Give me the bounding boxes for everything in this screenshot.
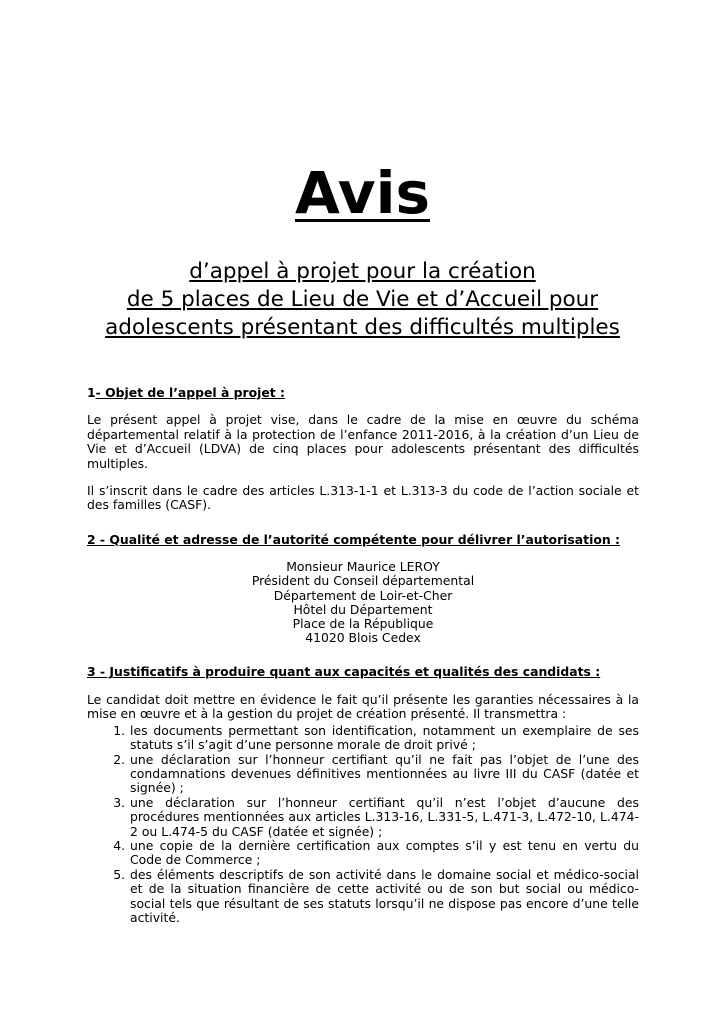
document-body (87, 386, 639, 925)
section-1-number: 1 (87, 385, 96, 400)
page-title: Avis (294, 159, 431, 227)
subtitle-line-1: d’appel à projet pour la création (189, 259, 536, 284)
section-2-heading: 2 - Qualité et adresse de l’autorité compétente pour délivrer l’autorisation : (87, 531, 620, 547)
section-1-paragraph-1: Le présent appel à projet vise, dans le cadre de la mise en œuvre du schéma départemental relatif à la protection de l’enfance 2011-2016, à la création d’un Lieu de Vie et d’Accueil (LDVA) de cinq places pour adolescents présentant des difficultés multiples. (87, 412, 639, 471)
section-1-title: - Objet de l’appel à projet : (95, 385, 285, 400)
list-item: 4. une copie de la dernière certification aux comptes s’il y est tenu en vertu du Code de Commerce ; (129, 839, 639, 868)
section-1-heading (87, 386, 639, 400)
list-item: 3. une déclaration sur l’honneur certifiant qu’il n’est l’objet d’aucune des procédures mentionnées aux articles L.313-16, L.331-5, L.471-3, L.472-10, L.474-2 ou L.474-5 du CASF (datée et signée) ; (129, 796, 639, 839)
section-1-paragraph-2: Il s’inscrit dans le cadre des articles L.313-1-1 et L.313-3 du code de l’action sociale et des familles (CASF). (87, 483, 639, 513)
list-item: 1. les documents permettant son identification, notamment un exemplaire de ses statuts s’il s’agit d’une personne morale de droit privé ; (129, 724, 639, 753)
address-line-1: Monsieur Maurice LEROY (286, 559, 440, 575)
page-subtitle (60, 258, 665, 342)
address-line-3: Département de Loir-et-Cher (273, 587, 453, 603)
section-3-heading: 3 - Justificatifs à produire quant aux capacités et qualités des candidats : (87, 664, 601, 680)
authority-address (87, 560, 639, 645)
subtitle-line-3: adolescents présentant des difficultés multiples (105, 315, 620, 340)
address-line-5: Place de la République (292, 616, 434, 632)
address-line-4: Hôtel du Département (293, 601, 433, 617)
section-3-intro: Le candidat doit mettre en évidence le fait qu’il présente les garanties nécessaires à la mise en œuvre et à la gestion du projet de création présenté. Il transmettra : (87, 691, 639, 722)
list-item: 2. une déclaration sur l’honneur certifiant qu’il ne fait pas l’objet de l’une des condamnations devenues définitives mentionnées au livre III du CASF (datée et signée) ; (129, 753, 639, 796)
subtitle-line-2: de 5 places de Lieu de Vie et d’Accueil pour (126, 287, 599, 312)
address-line-6: 41020 Blois Cedex (305, 630, 421, 646)
justificatifs-list (87, 724, 639, 926)
list-item: 5. des éléments descriptifs de son activité dans le domaine social et médico-social et de la situation financière de cette activité ou de son but social ou médico-social tels que résultant de ses statuts lorsqu’il ne dispose pas encore d’une telle activité. (129, 868, 639, 926)
address-line-2: Président du Conseil départemental (251, 573, 475, 589)
